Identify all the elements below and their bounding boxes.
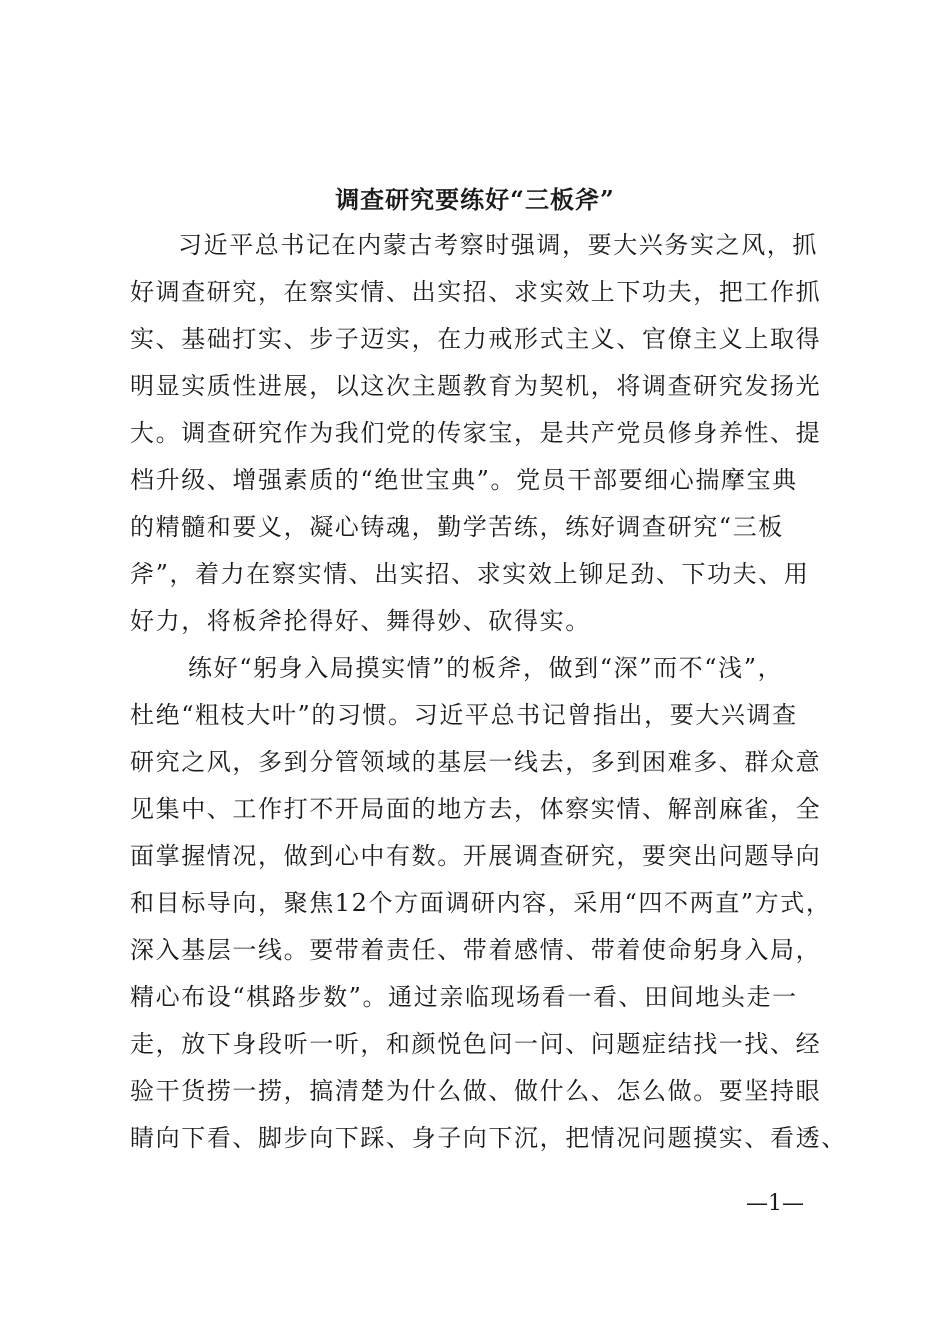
paragraph-line: 验干货捞一捞，搞清楚为什么做、做什么、怎么做。要坚持眼 bbox=[130, 1077, 822, 1105]
paragraph-line: 好力，将板斧抡得好、舞得妙、砍得实。 bbox=[130, 607, 591, 635]
paragraph-line: 睛向下看、脚步向下踩、身子向下沉，把情况问题摸实、看透、 bbox=[130, 1124, 847, 1152]
paragraph-line: 档升级、增强素质的“绝世宝典”。党员干部要细心揣摩宝典 bbox=[130, 466, 798, 494]
paragraph-line: 好调查研究，在察实情、出实招、求实效上下功夫，把工作抓 bbox=[130, 278, 822, 306]
document-title: 调查研究要练好“三板斧” bbox=[335, 185, 615, 214]
paragraph-line: 面掌握情况，做到心中有数。开展调查研究，要突出问题导向 bbox=[130, 842, 822, 870]
paragraph-line: 练好“躬身入局摸实情”的板斧，做到“深”而不“浅”， bbox=[188, 654, 784, 682]
paragraph-line: 走，放下身段听一听，和颜悦色问一问、问题症结找一找、经 bbox=[130, 1030, 822, 1058]
paragraph-line: 和目标导向，聚焦12个方面调研内容，采用“四不两直”方式， bbox=[130, 889, 832, 917]
paragraph-line: 大。调查研究作为我们党的传家宝，是共产党员修身养性、提 bbox=[130, 419, 822, 447]
paragraph-line: 习近平总书记在内蒙古考察时强调，要大兴务实之风，抓 bbox=[178, 231, 818, 259]
paragraph-line: 研究之风，多到分管领域的基层一线去，多到困难多、群众意 bbox=[130, 748, 822, 776]
paragraph-line: 的精髓和要义，凝心铸魂，勤学苦练，练好调查研究“三板 bbox=[130, 513, 784, 541]
paragraph-line: 杜绝“粗枝大叶”的习惯。习近平总书记曾指出，要大兴调查 bbox=[130, 701, 798, 729]
paragraph-line: 深入基层一线。要带着责任、带着感情、带着使命躬身入局， bbox=[130, 936, 822, 964]
page-number: —1— bbox=[746, 1191, 804, 1216]
paragraph-line: 见集中、工作打不开局面的地方去，体察实情、解剖麻雀，全 bbox=[130, 795, 822, 823]
paragraph-line: 明显实质性进展，以这次主题教育为契机，将调查研究发扬光 bbox=[130, 372, 822, 400]
paragraph-line: 斧”，着力在察实情、出实招、求实效上铆足劲、下功夫、用 bbox=[130, 560, 810, 588]
paragraph-line: 实、基础打实、步子迈实，在力戒形式主义、官僚主义上取得 bbox=[130, 325, 822, 353]
paragraph-line: 精心布设“棋路步数”。通过亲临现场看一看、田间地头走一 bbox=[130, 983, 798, 1011]
